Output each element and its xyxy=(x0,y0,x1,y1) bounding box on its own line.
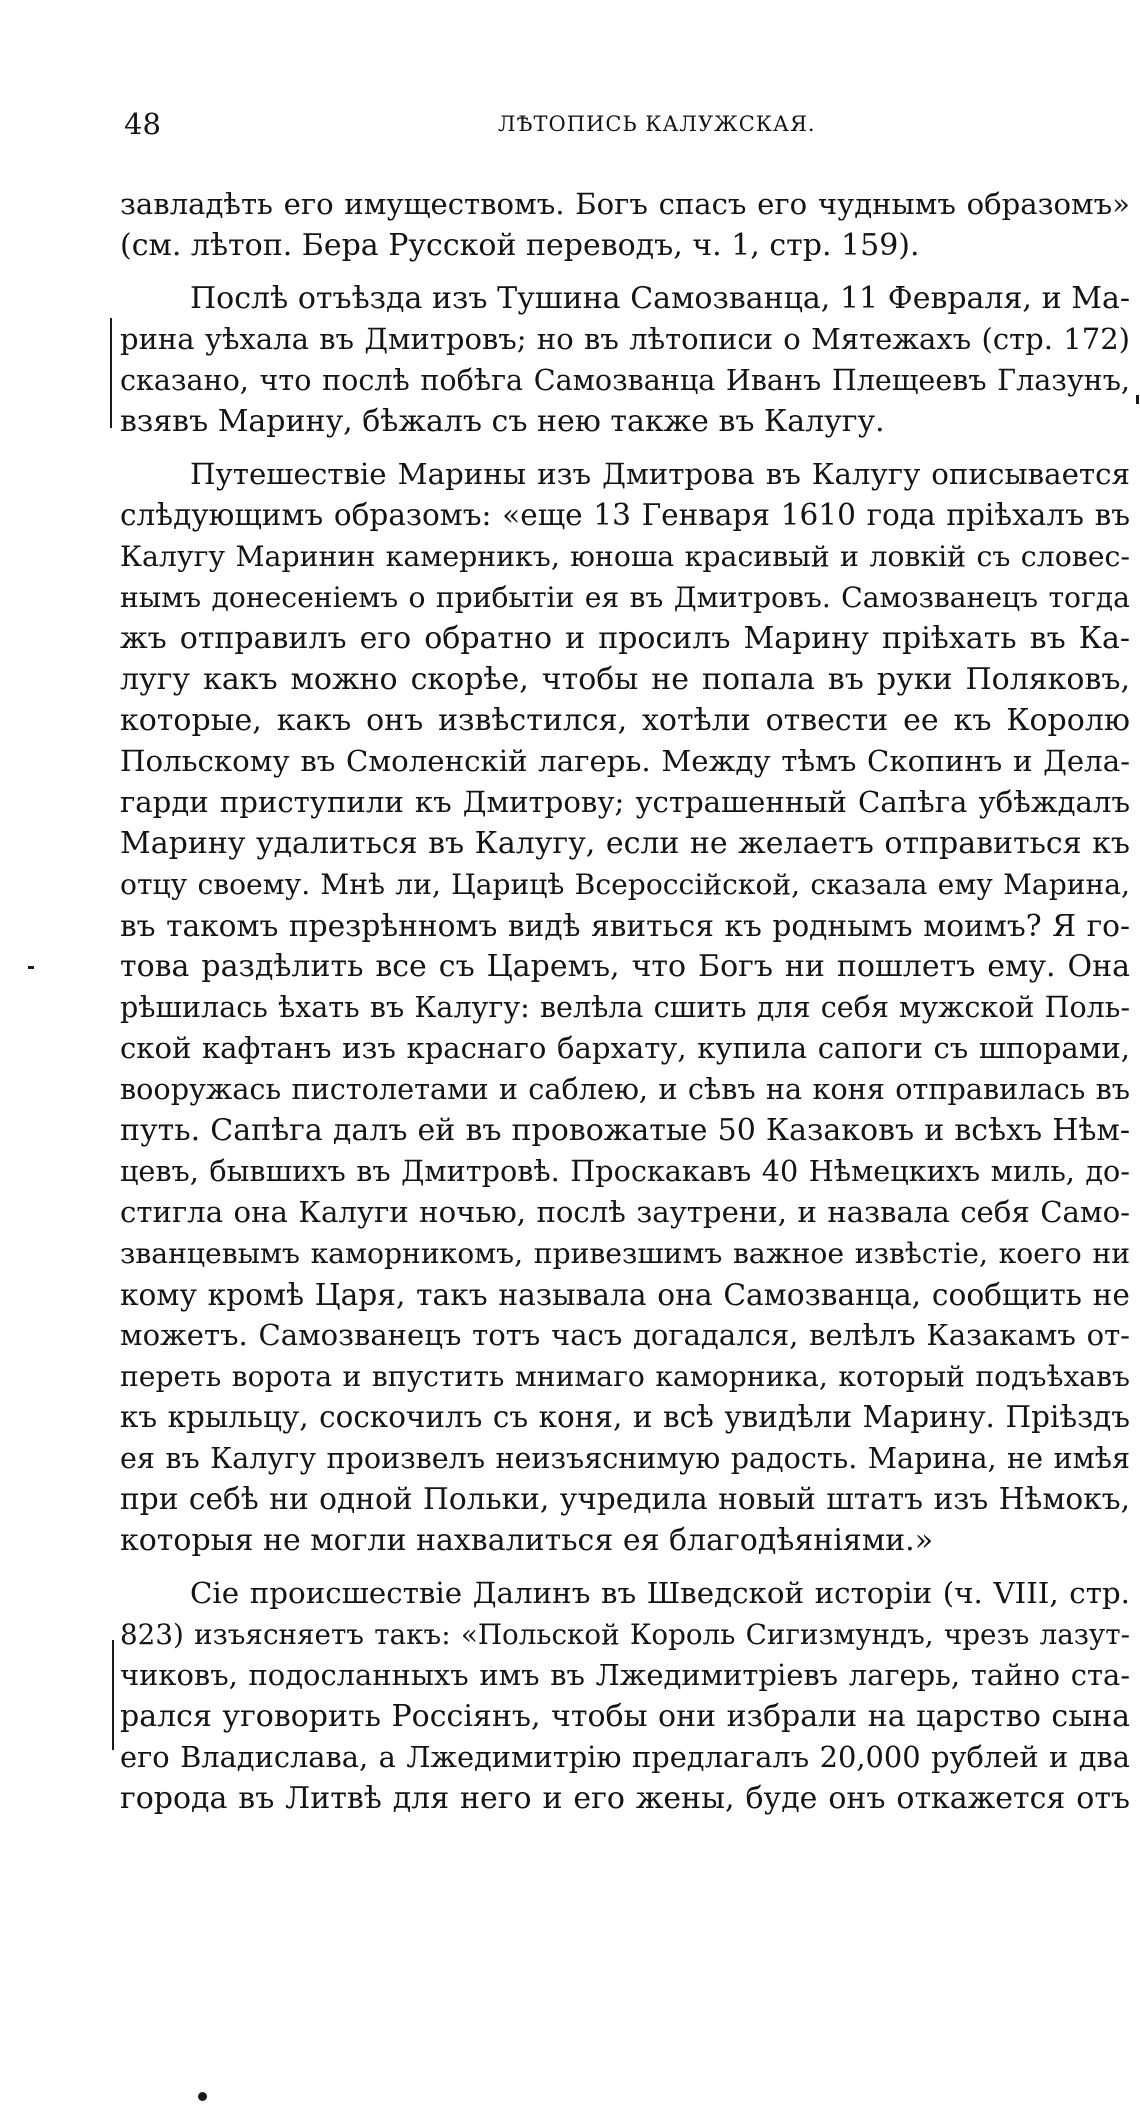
text-line: отцу своему. Мнѣ ли, Царицѣ Всероссійской, сказала ему Марина, xyxy=(120,868,1130,901)
paragraph xyxy=(120,1573,1130,1819)
text-line: Польскому въ Смоленскій лагерь. Между тѣмъ Скопинъ и Дела- xyxy=(120,744,1130,778)
text-line: рѣшилась ѣхать въ Калугу: велѣла сшить для себя мужской Поль- xyxy=(120,990,1130,1024)
text-line: Марину удалиться въ Калугу, если не желаетъ отправиться къ xyxy=(120,826,1130,861)
text-line: при себѣ ни одной Польки, учредила новый штатъ изъ Нѣмокъ, xyxy=(120,1482,1130,1516)
text-line: това раздѣлить все съ Царемъ, что Богъ ни пошлетъ ему. Она xyxy=(120,949,1130,984)
running-title: ЛѢТОПИСЬ КАЛУЖСКАЯ. xyxy=(498,112,816,136)
text-line: взявъ Марину, бѣжалъ съ нею также въ Калугу. xyxy=(120,404,885,439)
text-line: чиковъ, подосланныхъ имъ въ Лжедимитріевъ лагерь, тайно ста- xyxy=(120,1658,1130,1692)
margin-mark xyxy=(1136,395,1139,404)
text-line: слѣдующимъ образомъ: «еще 13 Генваря 1610 года пріѣхалъ въ xyxy=(120,498,1130,532)
text-line: его Владислава, а Лжедимитрію предлагалъ 20,000 рублей и два xyxy=(120,1740,1130,1774)
margin-mark xyxy=(110,318,112,428)
margin-mark xyxy=(112,1640,114,1750)
text-line: Послѣ отъѣзда изъ Тушина Самозванца, 11 Февраля, и Ма- xyxy=(190,281,1130,316)
text-line: званцевымъ каморникомъ, привезшимъ важное извѣстіе, коего ни xyxy=(120,1237,1130,1270)
ink-dot xyxy=(198,2092,207,2101)
text-line: цевъ, бывшихъ въ Дмитровѣ. Проскакавъ 40 Нѣмецкихъ миль, до- xyxy=(120,1154,1130,1188)
paragraph xyxy=(120,454,1130,1561)
text-line: ея въ Калугу произвелъ неизъяснимую радость. Марина, не имѣя xyxy=(120,1441,1130,1475)
text-line: Сіе происшествіе Далинъ въ Шведской исторіи (ч. VIII, стр. xyxy=(190,1576,1130,1610)
text-line: ской кафтанъ изъ краснаго бархату, купила сапоги съ шпорами, xyxy=(120,1031,1130,1065)
text-line: которые, какъ онъ извѣстился, хотѣли отвести ее къ Королю xyxy=(120,703,1130,738)
text-line: города въ Литвѣ для него и его жены, буде онъ откажется отъ xyxy=(120,1781,1130,1816)
text-line: въ такомъ презрѣнномъ видѣ явиться къ роднымъ моимъ? Я го- xyxy=(120,908,1130,943)
text-line: сказано, что послѣ побѣга Самозванца Иванъ Плещеевъ Глазунъ, xyxy=(120,363,1130,397)
text-line: (см. лѣтоп. Бера Русской переводъ, ч. 1, стр. 159). xyxy=(120,228,920,263)
text-line: жъ отправилъ его обратно и просилъ Марину пріѣхать въ Ка- xyxy=(120,621,1130,656)
margin-mark xyxy=(28,966,34,969)
text-line: которыя не могли нахвалиться ея благодѣяніями.» xyxy=(120,1523,934,1558)
text-line: кому кромѣ Царя, такъ называла она Самозванца, сообщить не xyxy=(120,1277,1130,1312)
text-line: путь. Сапѣга далъ ей въ провожатые 50 Казаковъ и всѣхъ Нѣм- xyxy=(120,1113,1130,1148)
text-line: стигла она Калуги ночью, послѣ заутрени, и назвала себя Само- xyxy=(120,1195,1130,1229)
paragraph xyxy=(120,184,1130,266)
body-text xyxy=(120,184,1130,1819)
text-line: гарди приступили къ Дмитрову; устрашенный Сапѣга убѣждалъ xyxy=(120,785,1130,819)
text-line: можетъ. Самозванецъ тотъ часъ догадался, велѣлъ Казакамъ от- xyxy=(120,1318,1130,1352)
page-number: 48 xyxy=(124,107,161,141)
text-line: рался уговорить Россіянъ, чтобы они избрали на царство сына xyxy=(120,1699,1130,1734)
text-line: 823) изъясняетъ такъ: «Польской Король Сигизмундъ, чрезъ лазут- xyxy=(120,1618,1130,1651)
text-line: рина уѣхала въ Дмитровъ; но въ лѣтописи о Мятежахъ (стр. 172) xyxy=(120,322,1130,356)
text-line: къ крыльцу, соскочилъ съ коня, и всѣ увидѣли Марину. Пріѣздъ xyxy=(120,1400,1130,1434)
text-line: Путешествіе Марины изъ Дмитрова въ Калугу описывается xyxy=(190,457,1130,491)
text-line: нымъ донесеніемъ о прибытіи ея въ Дмитровъ. Самозванецъ тогда xyxy=(120,581,1130,614)
text-line: Калугу Маринин камерникъ, юноша красивый и ловкій съ словес- xyxy=(120,540,1130,573)
text-line: лугу какъ можно скорѣе, чтобы не попала въ руки Поляковъ, xyxy=(120,662,1130,697)
text-line: завладѣть его имуществомъ. Богъ спасъ его чуднымъ образомъ» xyxy=(120,187,1130,221)
text-line: вооружась пистолетами и саблею, и сѣвъ на коня отправилась въ xyxy=(120,1072,1130,1106)
text-line: переть ворота и впустить мнимаго каморника, который подъѣхавъ xyxy=(120,1360,1130,1393)
paragraph xyxy=(120,278,1130,442)
